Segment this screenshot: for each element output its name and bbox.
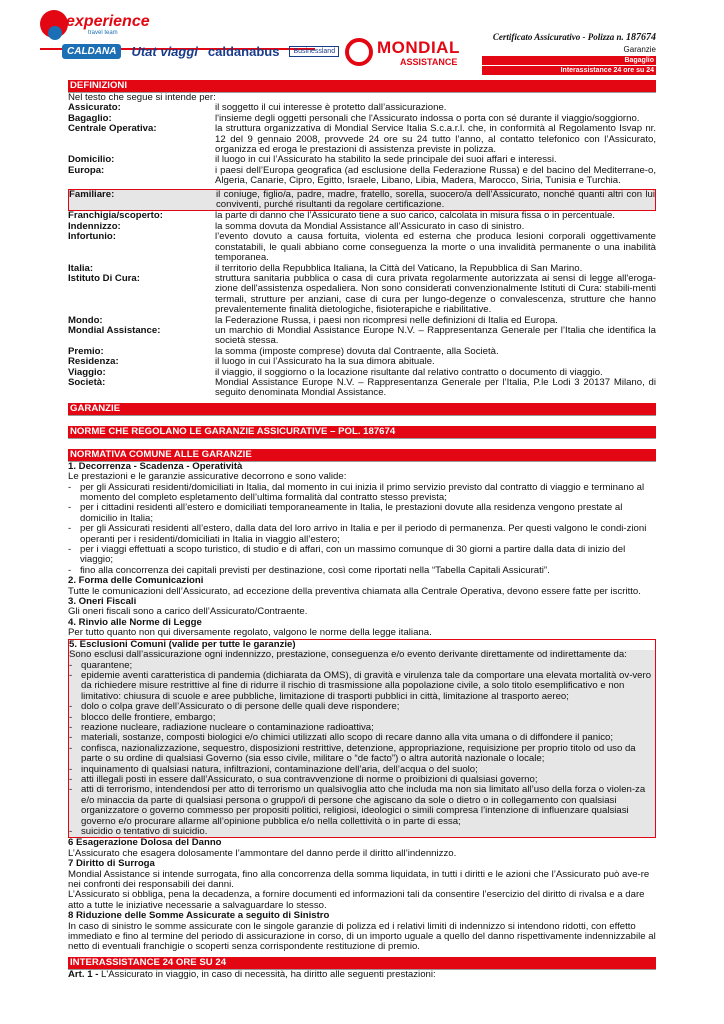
list-item-text: fino alla concorrenza dei capitali previsti per destinazione, così come riportati nella “Tabella Capitali Assicurati”.	[80, 564, 550, 576]
caldana-logo: CALDANA	[62, 44, 121, 59]
paragraph-oneri: Gli oneri fiscali sono a carico dell’Assicurato/Contraente.	[68, 606, 308, 618]
businessland-logo: Businessland	[289, 46, 339, 57]
policy-number: 187674	[626, 32, 656, 43]
article-1-label: Art. 1 -	[68, 968, 99, 980]
definition-text: la parte di danno che l’Assicurato tiene a suo carico, calcolata in misura fissa o in percentuale.	[215, 210, 615, 222]
definition-text: un marchio di Mondial Assistance Europe N.V. – Rappresentanza Generale per l’Italia che identifica la società stessa.	[215, 324, 656, 347]
definition-term: Istituto Di Cura:	[68, 272, 140, 284]
paragraph-surroga-b: L’Assicurato si obbliga, pena la decadenza, a fornire documenti ed informazioni tali da consentire l’esercizio del diritto di rivalsa e a dare atto a tutte le iniziative necessarie a salvaguardare lo stesso.	[68, 889, 645, 911]
definition-text: la somma (imposte comprese) dovuta dal Contraente, alla Società.	[215, 345, 499, 357]
definition-text: l’evento dovuto a causa fortuita, violenta ed esterna che produca lesioni corporali oggettivamente constatabili, le quali abbiano come conseguenza la morte o una invalidità permanente o una inabilità temporanea.	[215, 231, 656, 264]
heading-riduzione: 8 Riduzione delle Somme Assicurate a seguito di Sinistro	[68, 910, 330, 922]
definition-text: il viaggio, il soggiorno o la locazione risultante dal relativo contratto o documento di viaggio.	[215, 366, 603, 378]
paragraph-comunicazioni: Tutte le comunicazioni dell’Assicurato, ad eccezione della preventiva chiamata alla Centrale Operativa, devono essere fatte per iscritto.	[68, 585, 641, 597]
definition-term: Bagaglio:	[68, 112, 112, 124]
definition-text: l'insieme degli oggetti personali che l'Assicurato indossa o porta con sé durante il viaggio/soggiorno.	[215, 112, 640, 124]
utat-viaggi-logo: Utat viaggi	[131, 43, 198, 59]
list-item-text: inquinamento di qualsiasi natura, infiltrazioni, contaminazione dell’aria, dell’acqua o del suolo;	[81, 763, 478, 775]
definition-text: struttura sanitaria pubblica o casa di cura privata regolarmente autorizzata ai sensi di legge all'eroga-zione dell'assistenza ospedaliera. Non sono considerati convenzionalmente Istituti di Cura: stabili-menti termali, strutture per anziani, case di cura per lungo-degenze o convalescenza, strutture che hanno prevalentemente finalità dietologiche, fisioterapiche e riabilitative.	[215, 272, 656, 316]
definition-term: Residenza:	[68, 356, 119, 368]
heading-esagerazione: 6 Esagerazione Dolosa del Danno	[68, 837, 222, 849]
mondial-logo	[345, 38, 465, 72]
brand-logos	[62, 40, 339, 62]
definition-text: il territorio della Repubblica Italiana, la Città del Vaticano, la Repubblica di San Marino.	[215, 262, 583, 274]
definition-row	[68, 357, 656, 367]
definition-text: il coniuge, figlio/a, padre, madre, fratello, sorella, suocero/a dell’Assicurato, nonché quanti altri con lui conviventi, purché risultanti da regolare certificazione.	[216, 188, 655, 211]
definition-text: Mondial Assistance Europe N.V. – Rappresentanza Generale per l’Italia, P.le Lodi 3 20137 Milano, di seguito denominata Mondial Assistance.	[215, 376, 656, 399]
heading-rinvio: 4. Rinvio alle Norme di Legge	[68, 616, 202, 628]
list-item	[68, 483, 656, 504]
heading-decorrenza: 1. Decorrenza - Scadenza - Operatività	[68, 460, 243, 472]
paragraph-riduzione: In caso di sinistro le somme assicurate con le singole garanzie di polizza ed i relativi limiti di indennizzo si intendono ridotti, con effetto immediato e fino al termine del periodo di assicurazione in corso, di un importo uguale a quello del danno rispettivamente indennizzabile al netto di eventuali franchigie o scoperti senza corrispondente restituzione di premio.	[68, 920, 656, 953]
list-item	[68, 503, 656, 524]
dash-bullet-icon: -	[68, 502, 72, 514]
definition-list	[68, 103, 656, 186]
dash-bullet-icon: -	[69, 732, 73, 744]
definition-row	[68, 326, 656, 347]
definizioni-intro: Nel testo che segue si intende per:	[68, 92, 216, 103]
definition-text: la somma dovuta da Mondial Assistance all’Assicurato in caso di sinistro.	[215, 220, 525, 232]
list-item-text: dolo o colpa grave dell’Assicurato o di persone delle quali deve rispondere;	[81, 701, 400, 713]
dash-bullet-icon: -	[68, 544, 72, 556]
definition-term: Società:	[68, 376, 106, 388]
cert-title-text: Certificato Assicurativo - Polizza n.	[492, 32, 624, 42]
dash-bullet-icon: -	[69, 826, 73, 837]
paragraph-esclusioni: Sono esclusi dall’assicurazione ogni indennizzo, prestazione, conseguenza e/o evento derivante direttamente od indirettamente da:	[69, 649, 627, 661]
definition-term: Mondial Assistance:	[68, 324, 161, 336]
heading-esclusioni: 5. Esclusioni Comuni (valide per tutte le garanzie)	[69, 638, 296, 650]
definition-term: Europa:	[68, 164, 105, 176]
heading-oneri: 3. Oneri Fiscali	[68, 596, 137, 608]
section-garanzie: GARANZIE	[68, 403, 656, 416]
dash-bullet-icon: -	[69, 721, 73, 733]
definition-term: Viaggio:	[68, 366, 106, 378]
list-decorrenza	[68, 483, 656, 577]
dash-bullet-icon: -	[69, 659, 73, 671]
definition-term: Domicilio:	[68, 154, 115, 166]
list-item-text: per i viaggi effettuati a scopo turistico, di studio e di affari, con un massimo comunque di 30 giorni a partire dalla data di inizio del viaggio;	[80, 544, 626, 566]
dash-bullet-icon: -	[69, 669, 73, 681]
list-item-text: per gli Assicurati residenti all’estero, dalla data del loro arrivo in Italia e per il periodo di permanenza. Per questi valgono le condi-zioni operanti per i residenti/domiciliati in Italia in viaggio all’estero;	[80, 523, 647, 545]
logo-blue-circle-icon	[48, 26, 62, 40]
dash-bullet-icon: -	[69, 742, 73, 754]
definition-term: Mondo:	[68, 314, 103, 326]
article-1	[68, 970, 656, 980]
dash-bullet-icon: -	[69, 773, 73, 785]
dash-bullet-icon: -	[69, 711, 73, 723]
interassistance-badge: Interassistance 24 ore su 24	[482, 66, 656, 75]
definition-term: Centrale Operativa:	[68, 123, 157, 135]
list-item-text: reazione nucleare, radiazione nucleare o contaminazione radioattiva;	[81, 721, 374, 733]
definition-text: il soggetto il cui interesse è protetto dall’assicurazione.	[215, 102, 447, 114]
garanzie-label: Garanzie	[623, 45, 656, 54]
definition-text: la struttura organizzativa di Mondial Service Italia S.c.a.r.l. che, in conformità al Regolamento Isvap nr. 12 del 9 gennaio 2008, provvede 24 ore su 24 tutto l’anno, al contatto telefonico con l’Assicurato, organizza ed eroga le prestazioni di assistenza previste in polizza.	[215, 123, 656, 156]
definition-term: Franchigia/scoperto:	[68, 210, 163, 222]
document-body	[68, 80, 656, 980]
definition-text: il luogo in cui l’Assicurato ha stabilito la sede principale dei suoi affari e interessi.	[215, 154, 557, 166]
definition-row	[68, 232, 656, 263]
list-esclusioni	[69, 661, 655, 838]
bagaglio-badge: Bagaglio	[482, 56, 656, 65]
definition-text: la Federazione Russa, i paesi non ricompresi nelle definizioni di Italia ed Europa.	[215, 314, 558, 326]
definition-familiare	[68, 189, 656, 212]
list-item-text: suicidio o tentativo di suicidio.	[81, 826, 208, 837]
list-item-text: materiali, sostanze, composti biologici e/o chimici utilizzati allo scopo di recare danno alla vita umana o di diffondere il panico;	[81, 732, 614, 744]
list-item-text: confisca, nazionalizzazione, sequestro, disposizioni restrittive, detenzione, appropriazione, requisizione per proprio titolo od uso da parte o su ordine di qualsiasi Governo (sia esso civile, militare o “de facto”) o altra autorità nazionale o locale;	[81, 742, 636, 765]
definition-row	[68, 378, 656, 399]
list-item	[69, 744, 655, 765]
definition-term: Familiare:	[69, 188, 115, 200]
list-item-text: atti di terrorismo, intendendosi per atto di terrorismo un qualsivoglia atto che includa ma non sia limitato all’uso della forza o violen-za e/o minaccia da parte di qualsiasi persona o gruppo/i di persone che agiscano da sole o dietro o in collegamento con qualsiasi organizzatore o governo commesso per propositi politici, religiosi, ideologici o simili compresa l’intenzione di influenzare qualsiasi governo e/o procurare allarme all’opinione pubblica e/o nella collettività o in parte di essa;	[81, 784, 646, 827]
definition-text: il luogo in cui l’Assicurato ha la sua dimora abituale.	[215, 356, 435, 368]
section-definizioni: DEFINIZIONI	[68, 80, 656, 93]
experience-subtitle: travel team	[88, 30, 118, 36]
definition-term: Italia:	[68, 262, 94, 274]
list-item	[69, 827, 655, 837]
definition-list-2	[68, 211, 656, 398]
definition-row	[68, 166, 656, 187]
esclusioni-box	[68, 639, 656, 839]
definition-row	[68, 274, 656, 316]
assistance-wordmark: ASSISTANCE	[400, 57, 458, 67]
list-item-text: quarantene;	[81, 659, 133, 671]
section-normativa: NORMATIVA COMUNE ALLE GARANZIE	[68, 449, 656, 462]
section-norme: NORME CHE REGOLANO LE GARANZIE ASSICURATIVE – POL. 187674	[68, 426, 656, 439]
dash-bullet-icon: -	[68, 564, 72, 576]
definition-term: Infortunio:	[68, 231, 116, 243]
definition-term: Assicurato:	[68, 102, 121, 114]
list-item	[69, 702, 655, 712]
heading-comunicazioni: 2. Forma delle Comunicazioni	[68, 575, 204, 587]
definition-term: Premio:	[68, 345, 104, 357]
certificate-title	[482, 32, 656, 43]
experience-wordmark: experience	[66, 13, 150, 30]
mondial-wordmark: MONDIAL	[377, 38, 460, 57]
list-item-text: per i cittadini residenti all’estero e domiciliati temporaneamente in Italia, le prestazioni dovute alla residenza vengono prestate al domicilio in Italia;	[80, 502, 623, 524]
paragraph-surroga-a: Mondial Assistance si intende surrogata, fino alla concorrenza della somma liquidata, in tutti i diritti e le azioni che l’Assicurato può ave-re nei confronti dei responsabili dei danni.	[68, 868, 650, 891]
paragraph-decorrenza: Le prestazioni e le garanzie assicurative decorrono e sono valide:	[68, 471, 347, 483]
definition-row	[68, 124, 656, 155]
paragraph-esagerazione: L’Assicurato che esagera dolosamente l’ammontare del danno perde il diritto all’indennizzo.	[68, 847, 457, 859]
dash-bullet-icon: -	[69, 763, 73, 775]
dash-bullet-icon: -	[68, 481, 72, 493]
list-item-text: per gli Assicurati residenti/domiciliati in Italia, dal momento in cui inizia il primo servizio previsto dal contratto di viaggio e terminano al momento del completo espletamento dell’ultima formalità dal contratto stesso prevista;	[80, 481, 645, 503]
article-1-text: L'Assicurato in viaggio, in caso di necessità, ha diritto alle seguenti prestazioni:	[98, 968, 436, 980]
paragraph-rinvio: Per tutto quanto non qui diversamente regolato, valgono le norme della legge italiana.	[68, 627, 432, 639]
dash-bullet-icon: -	[69, 784, 73, 796]
list-item	[69, 785, 655, 827]
list-item	[68, 545, 656, 566]
section-interassistance: INTERASSISTANCE 24 ORE SU 24	[68, 957, 656, 970]
definition-term: Indennizzo:	[68, 220, 121, 232]
list-item	[69, 671, 655, 702]
list-item-text: epidemie aventi caratteristica di pandemia (dichiarata da OMS), di gravità e virulenza tale da comportare una elevata mortalità ov-vero da richiedere misure restrittive al fine di ridurre il rischio di trasmissione alla popolazione civile, a solo titolo esemplificativo e non limitativo: chiusura di scuole e aree pubbliche, limitazione di trasporti pubblici in città, limitazione al trasporto aereo;	[81, 669, 652, 702]
header	[0, 0, 724, 80]
mondial-circle-icon	[345, 38, 373, 66]
dash-bullet-icon: -	[68, 523, 72, 535]
list-item	[68, 524, 656, 545]
list-item-text: atti illegali posti in essere dall’Assicurato, o sua contravvenzione di norme o proibizioni di qualsiasi governo;	[81, 773, 538, 785]
heading-surroga: 7 Diritto di Surroga	[68, 858, 155, 870]
certificate-info	[482, 32, 656, 75]
dash-bullet-icon: -	[69, 701, 73, 713]
definition-text: i paesi dell’Europa geografica (ad esclusione della Federazione Russa) e del bacino del Mediterrane-o, Algeria, Canarie, Cipro, Egitto, Israele, Libano, Libia, Madera, Marocco, Siria, Tunisia e Turchia.	[215, 164, 656, 187]
list-item-text: blocco delle frontiere, embargo;	[81, 711, 216, 723]
caldanabus-logo: caldanabus	[207, 43, 280, 59]
